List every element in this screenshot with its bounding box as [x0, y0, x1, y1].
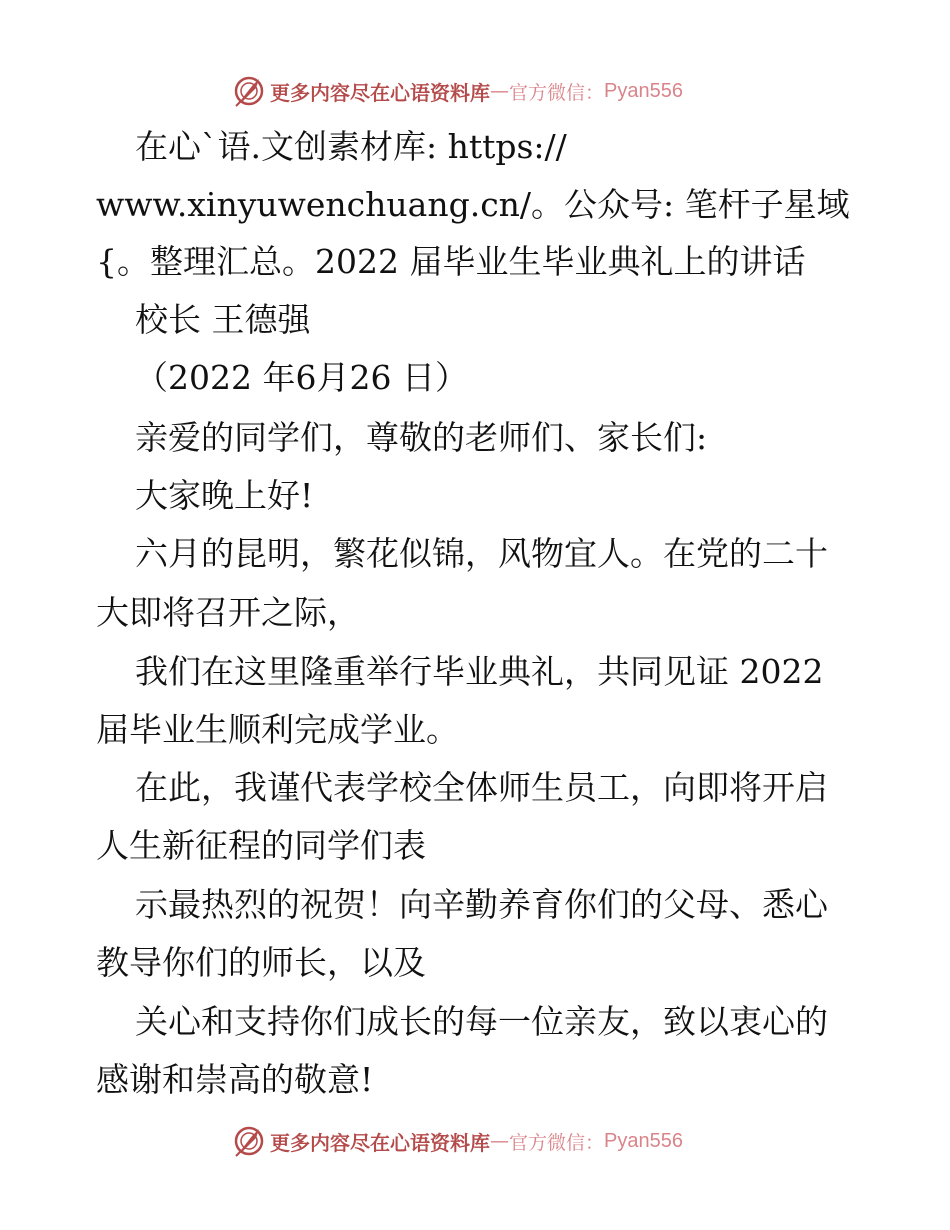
text-line: 在此，我谨代表学校全体师生员工，向即将开启 — [135, 768, 828, 807]
text-line: 大家晚上好! — [135, 476, 314, 515]
banner-separator: — — [490, 1130, 509, 1152]
text-line: 六月的昆明，繁花似锦，风物宜人。在党的二十 — [135, 534, 828, 573]
quill-pen-logo-icon — [232, 1124, 266, 1158]
banner-separator: — — [490, 80, 509, 102]
text-line: 感谢和崇高的敬意! — [96, 1060, 374, 1099]
text-line: 届毕业生顺利完成学业。 — [96, 710, 459, 749]
header-watermark-banner — [0, 70, 950, 110]
banner-wechat-id: Pyan556 — [604, 1129, 683, 1152]
banner-content — [232, 1124, 683, 1158]
banner-main-text: 更多内容尽在心语资料库 — [270, 80, 490, 105]
text-line: 教导你们的师长，以及 — [96, 943, 426, 982]
quill-pen-logo-icon — [232, 74, 266, 108]
banner-wechat-label: 官方微信： — [509, 1131, 605, 1154]
banner-main-text: 更多内容尽在心语资料库 — [270, 1130, 490, 1155]
text-line: 校长 王德强 — [135, 300, 311, 339]
text-line: （2022 年6月26 日） — [135, 358, 468, 397]
banner-wechat-id: Pyan556 — [604, 79, 683, 102]
footer-watermark-banner — [0, 1120, 950, 1160]
banner-content — [232, 74, 683, 108]
text-line: 大即将召开之际， — [96, 593, 360, 632]
text-line: 关心和支持你们成长的每一位亲友，致以衷心的 — [135, 1002, 828, 1041]
text-line: www.xinyuwenchuang.cn/。公众号: 笔杆子星域 — [96, 185, 850, 224]
text-line: 人生新征程的同学们表 — [96, 826, 426, 865]
text-line: 示最热烈的祝贺！向辛勤养育你们的父母、悉心 — [135, 885, 828, 924]
text-line: {。整理汇总。2022 届毕业生毕业典礼上的讲话 — [96, 242, 806, 281]
text-line: 我们在这里隆重举行毕业典礼，共同见证 2022 — [135, 652, 824, 691]
text-line: 亲爱的同学们，尊敬的老师们、家长们: — [135, 418, 708, 457]
banner-wechat-label: 官方微信： — [509, 81, 605, 104]
text-line: 在心`语.文创素材库: https:// — [135, 127, 567, 166]
